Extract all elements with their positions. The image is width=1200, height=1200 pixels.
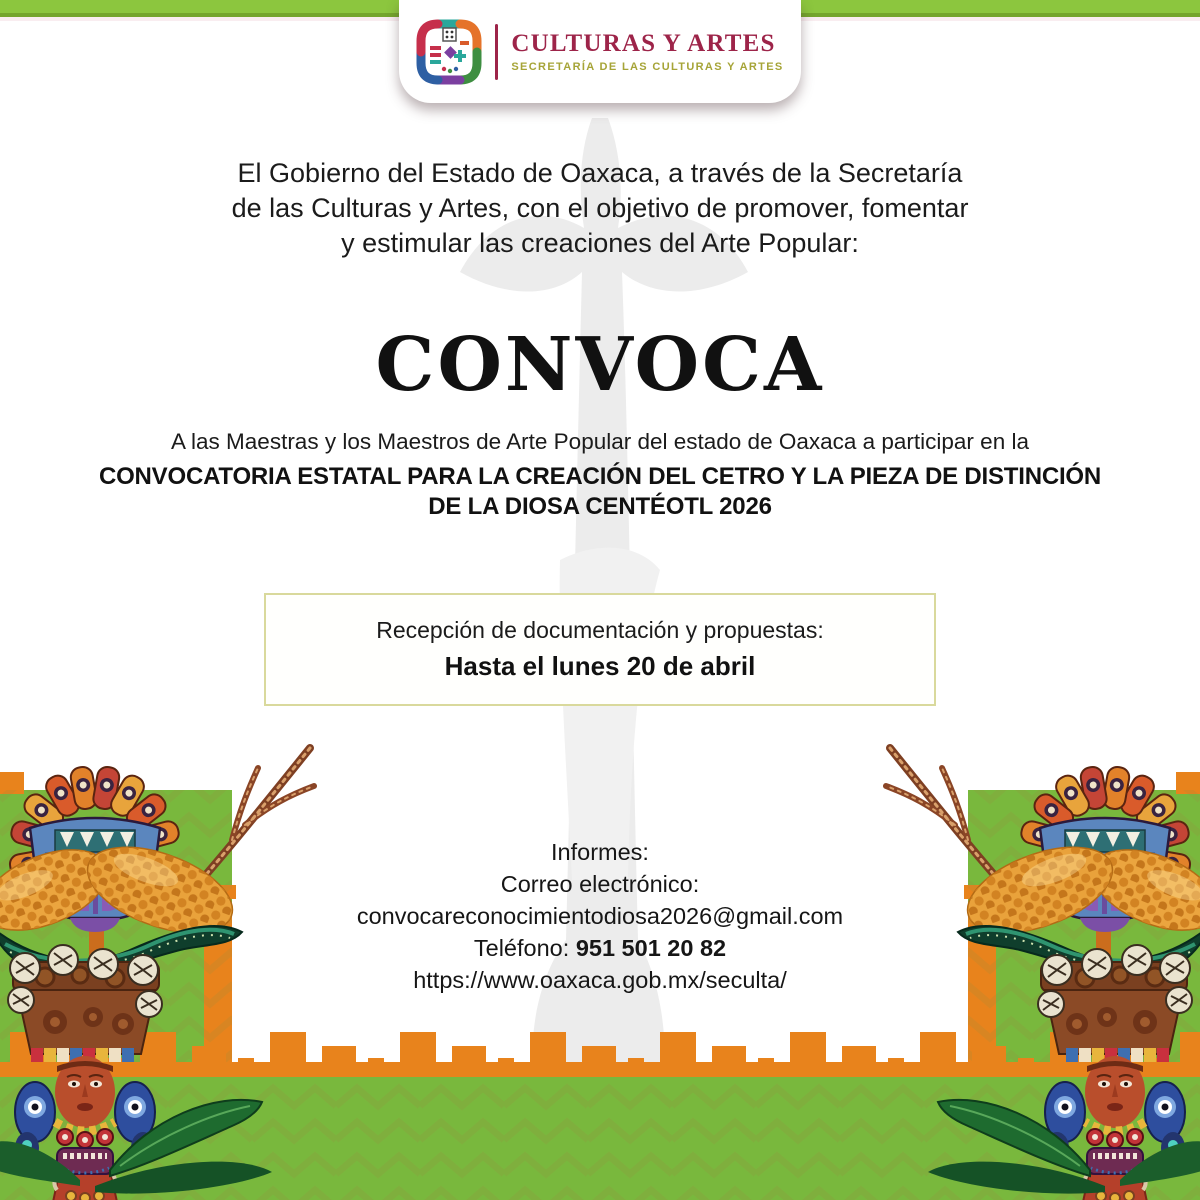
invitation-line: A las Maestras y los Maestros de Arte Popular del estado de Oaxaca a participar en la (171, 429, 1029, 454)
headline: CONVOCA (375, 322, 825, 408)
header-badge (399, 0, 801, 103)
contact-heading: Informes: (551, 839, 649, 865)
contact-block (0, 836, 1200, 996)
intro-line-1: El Gobierno del Estado de Oaxaca, a través de la Secretaría (237, 158, 963, 188)
contact-email: convocareconocimientodiosa2026@gmail.com (356, 903, 844, 929)
call-title (0, 462, 1200, 522)
call-title-line-1: CONVOCATORIA ESTATAL PARA LA CREACIÓN DEL CETRO Y LA PIEZA DE DISTINCIÓN (98, 463, 1102, 490)
contact-website: https://www.oaxaca.gob.mx/seculta/ (413, 967, 787, 993)
reception-label: Recepción de documentación y propuestas: (376, 617, 824, 643)
reception-box (264, 593, 936, 706)
logo-text-block (511, 31, 783, 73)
contact-email-label: Correo electrónico: (500, 871, 700, 897)
call-title-line-2: DE LA DIOSA CENTÉOTL 2026 (428, 493, 772, 520)
orange-greca-border (0, 1032, 1200, 1077)
contact-phone-label: Teléfono: (473, 935, 570, 961)
culturas-y-artes-logo-icon (416, 19, 482, 85)
contact-phone-number: 951 501 20 82 (575, 935, 727, 961)
logo-subtitle: SECRETARÍA DE LAS CULTURAS Y ARTES (511, 60, 784, 73)
logo-divider (495, 24, 498, 80)
contact-phone-line (0, 932, 1200, 964)
intro-paragraph (0, 156, 1200, 261)
logo-title: CULTURAS Y ARTES (511, 29, 776, 57)
reception-deadline: Hasta el lunes 20 de abril (444, 651, 756, 681)
intro-line-3: y estimular las creaciones del Arte Popular: (341, 228, 859, 258)
intro-line-2: de las Culturas y Artes, con el objetivo de promover, fomentar (231, 193, 969, 223)
